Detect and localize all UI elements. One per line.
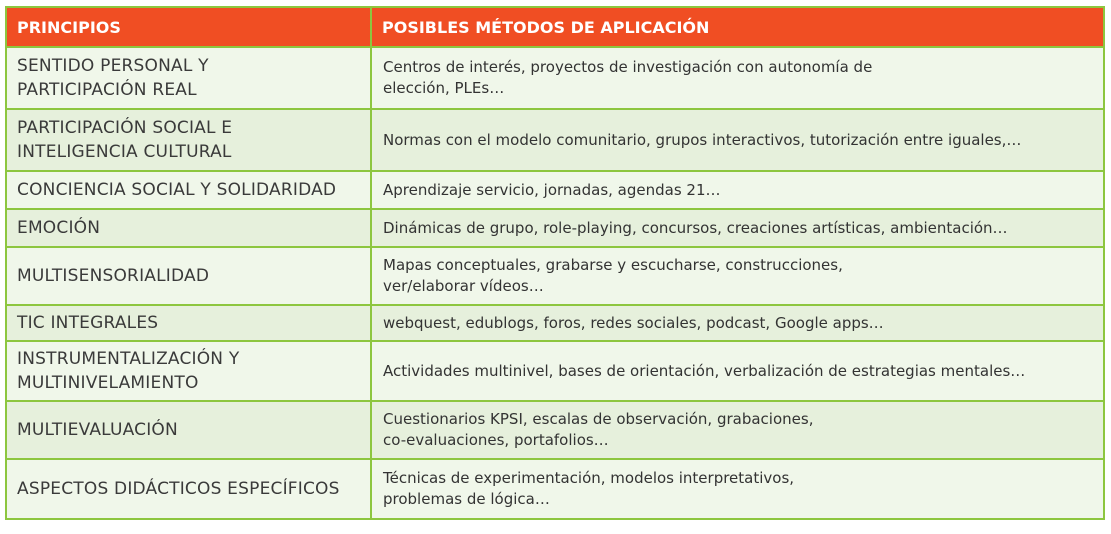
principle-cell	[6, 341, 371, 401]
table-row	[6, 209, 1104, 247]
principle-text: SENTIDO PERSONAL Y	[17, 56, 209, 76]
method-text: Dinámicas de grupo, role-playing, concursos, creaciones artísticas, ambientación…	[383, 218, 1008, 237]
principle-cell	[6, 209, 371, 247]
method-text: Cuestionarios KPSI, escalas de observación, grabaciones,	[383, 410, 814, 428]
principle-text: ASPECTOS DIDÁCTICOS ESPECÍFICOS	[17, 479, 340, 499]
principle-text: PARTICIPACIÓN REAL	[17, 80, 197, 100]
methods-cell	[371, 341, 1104, 401]
principle-text: EMOCIÓN	[17, 218, 101, 238]
method-text: ver/elaborar vídeos…	[383, 277, 544, 295]
methods-cell	[371, 47, 1104, 109]
table-row	[6, 47, 1104, 109]
table-row	[6, 247, 1104, 305]
principle-text: TIC INTEGRALES	[17, 313, 159, 333]
principle-cell	[6, 171, 371, 209]
methods-cell	[371, 171, 1104, 209]
principle-cell	[6, 47, 371, 109]
method-text: co-evaluaciones, portafolios…	[383, 431, 609, 449]
method-text: Aprendizaje servicio, jornadas, agendas 21…	[383, 180, 721, 199]
principle-text: PARTICIPACIÓN SOCIAL E	[17, 118, 233, 138]
table-row	[6, 171, 1104, 209]
principle-text: INSTRUMENTALIZACIÓN Y	[17, 349, 240, 369]
method-text: Actividades multinivel, bases de orientación, verbalización de estrategias mentales…	[383, 361, 1026, 380]
methods-cell	[371, 209, 1104, 247]
principle-cell	[6, 459, 371, 519]
method-text: webquest, edublogs, foros, redes sociales, podcast, Google apps…	[383, 313, 884, 332]
table-row	[6, 459, 1104, 519]
principle-text: CONCIENCIA SOCIAL Y SOLIDARIDAD	[17, 180, 337, 200]
method-text: elección, PLEs…	[383, 79, 505, 97]
principle-text: MULTINIVELAMIENTO	[17, 373, 199, 393]
principles-table	[5, 6, 1105, 520]
methods-cell	[371, 247, 1104, 305]
methods-cell	[371, 459, 1104, 519]
principle-cell	[6, 305, 371, 341]
method-text: Técnicas de experimentación, modelos interpretativos,	[383, 469, 795, 487]
table-row	[6, 401, 1104, 459]
principle-cell	[6, 247, 371, 305]
principle-text: MULTIEVALUACIÓN	[17, 420, 178, 440]
methods-cell	[371, 109, 1104, 171]
table-row	[6, 341, 1104, 401]
principle-text: INTELIGENCIA CULTURAL	[17, 142, 232, 162]
header-metodos: POSIBLES MÉTODOS DE APLICACIÓN	[371, 7, 1104, 47]
methods-cell	[371, 305, 1104, 341]
principle-cell	[6, 109, 371, 171]
principle-cell	[6, 401, 371, 459]
method-text: Centros de interés, proyectos de investigación con autonomía de	[383, 58, 873, 76]
principle-text: MULTISENSORIALIDAD	[17, 266, 210, 286]
table-row	[6, 109, 1104, 171]
method-text: problemas de lógica…	[383, 490, 550, 508]
principles-table-container	[5, 6, 1105, 520]
table-body	[6, 47, 1104, 519]
method-text: Normas con el modelo comunitario, grupos interactivos, tutorización entre iguales,…	[383, 130, 1022, 149]
table-header-row	[6, 7, 1104, 47]
table-row	[6, 305, 1104, 341]
methods-cell	[371, 401, 1104, 459]
header-principios: PRINCIPIOS	[6, 7, 371, 47]
method-text: Mapas conceptuales, grabarse y escucharse, construcciones,	[383, 256, 843, 274]
